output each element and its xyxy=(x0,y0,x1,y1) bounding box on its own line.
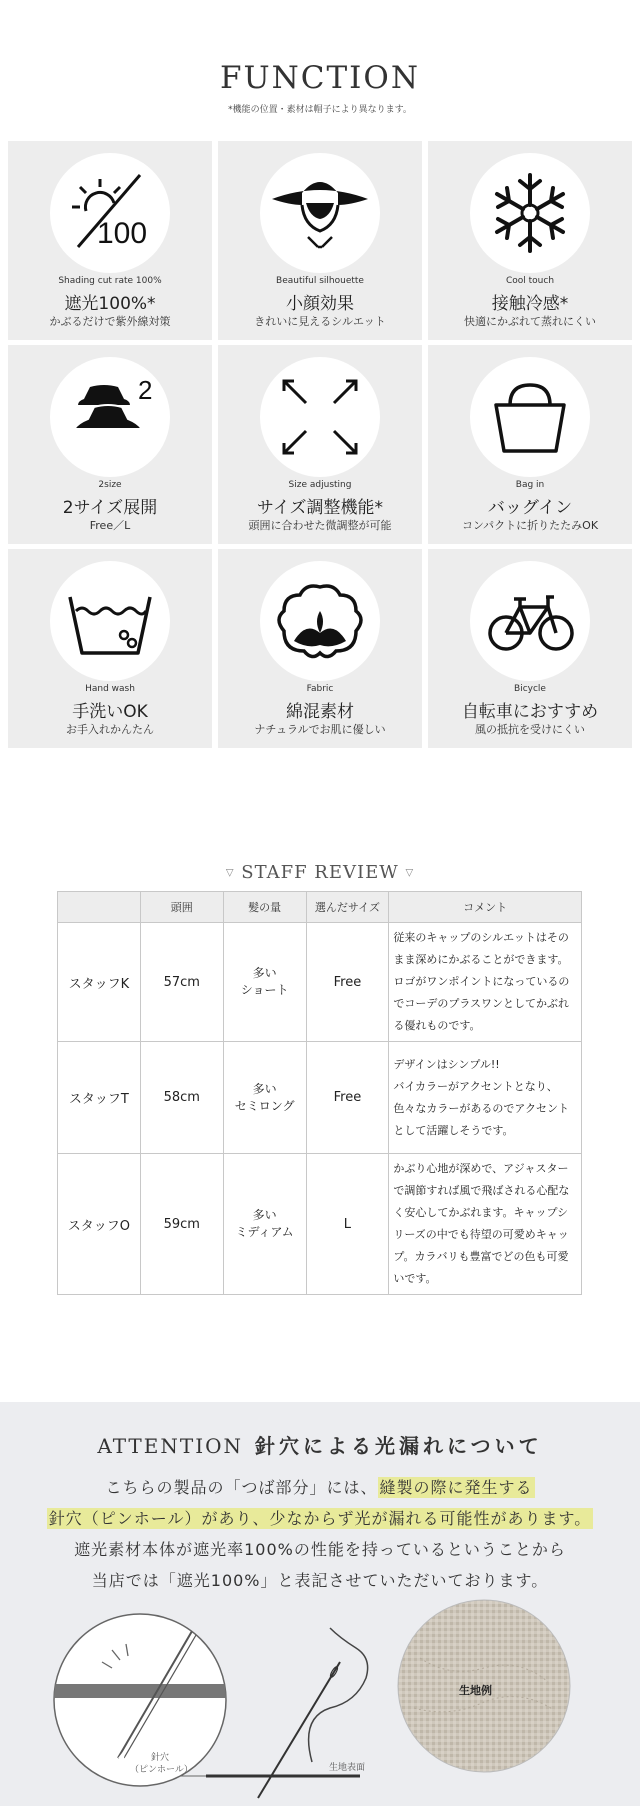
staff-name: スタッフK xyxy=(58,923,141,1042)
pinhole-label-2: （ピンホール） xyxy=(130,1765,193,1775)
function-item-en: Beautiful silhouette xyxy=(276,276,364,286)
pinhole-diagram xyxy=(0,1598,640,1806)
function-item xyxy=(428,345,632,544)
icon-circle xyxy=(470,561,590,681)
function-item-jp: 綿混素材 xyxy=(286,702,354,722)
function-item-jp: 接触冷感* xyxy=(491,294,569,314)
function-item-en: Cool touch xyxy=(505,276,555,286)
function-item xyxy=(8,549,212,748)
hair-amount xyxy=(223,1042,306,1154)
function-item-en: Shading cut rate 100% xyxy=(58,276,162,286)
function-item-sub: お手入れかんたん xyxy=(66,723,154,736)
attention-highlight: 針穴（ピンホール）があり、少なからず光が漏れる可能性があります。 xyxy=(48,1509,592,1528)
function-item-en: 2size xyxy=(98,480,122,490)
icon-circle xyxy=(260,561,380,681)
function-item-en: Size adjusting xyxy=(288,480,352,490)
hair-volume: 多い xyxy=(252,966,277,980)
table-header xyxy=(58,892,141,923)
svg-text:2: 2 xyxy=(138,375,153,405)
cotton-icon xyxy=(260,561,380,681)
function-item-en: Bicycle xyxy=(514,684,546,694)
fabric-example-label: 生地例 xyxy=(459,1684,492,1697)
hair-length: セミロング xyxy=(234,1098,295,1113)
function-item-jp: バッグイン xyxy=(487,498,573,518)
hair-amount xyxy=(223,923,306,1042)
hat-face-icon xyxy=(260,153,380,273)
function-item xyxy=(218,141,422,340)
hair-amount xyxy=(223,1154,306,1295)
function-item-sub: 風の抵抗を受けにくい xyxy=(475,723,585,736)
function-item-sub: ナチュラルでお肌に優しい xyxy=(254,723,386,736)
table-header: 頭囲 xyxy=(140,892,223,923)
function-item-sub: きれいに見えるシルエット xyxy=(254,315,386,328)
icon-circle xyxy=(50,153,170,273)
icon-circle xyxy=(50,561,170,681)
snowflake-icon xyxy=(470,153,590,273)
attention-line: 当店では「遮光100%」と表記させていただいております。 xyxy=(91,1571,549,1590)
function-item-en: Hand wash xyxy=(85,684,135,694)
attention-highlight: 縫製の際に発生する xyxy=(379,1478,533,1497)
table-header: 髪の量 xyxy=(223,892,306,923)
staff-comment: デザインはシンプル!! バイカラーがアクセントとなり、色々なカラーがあるのでアクセントとして活躍しそうです。 xyxy=(389,1042,582,1154)
pinhole-label-1: 針穴 xyxy=(150,1753,169,1763)
attention-line-1a: こちらの製品の「つば部分」には、 xyxy=(105,1478,378,1497)
function-item-jp: サイズ調整機能* xyxy=(256,498,384,518)
hair-volume: 多い xyxy=(252,1081,277,1096)
function-item xyxy=(8,141,212,340)
function-item-jp: 手洗いOK xyxy=(72,702,148,722)
function-grid xyxy=(8,141,632,748)
bag-icon xyxy=(470,357,590,477)
hair-length: ミディアム xyxy=(235,1225,294,1239)
function-item-en: Bag in xyxy=(515,480,545,490)
pinhole-label xyxy=(130,1752,193,1776)
chosen-size: Free xyxy=(306,1042,389,1154)
attention-line xyxy=(0,1472,640,1503)
function-item xyxy=(8,345,212,544)
staff-name: スタッフT xyxy=(58,1042,141,1154)
hand-wash-icon xyxy=(50,561,170,681)
hair-volume: 多い xyxy=(252,1208,277,1222)
function-item-sub: 快適にかぶれて蒸れにくい xyxy=(464,315,596,328)
function-item-sub: コンパクトに折りたたみOK xyxy=(461,519,599,532)
function-item-jp: 自転車におすすめ xyxy=(461,702,599,722)
function-item-sub: かぶるだけで紫外線対策 xyxy=(49,315,171,328)
chosen-size: L xyxy=(306,1154,389,1295)
icon-circle xyxy=(50,357,170,477)
attention-line xyxy=(0,1503,640,1534)
attention-text xyxy=(0,1472,640,1596)
staff-review-title-text: STAFF REVIEW xyxy=(241,862,399,883)
attention-title-en: ATTENTION xyxy=(97,1434,244,1458)
table-header-row xyxy=(58,892,582,923)
function-item-jp: 2サイズ展開 xyxy=(62,498,158,518)
expand-arrows-icon xyxy=(260,357,380,477)
icon-circle xyxy=(470,153,590,273)
head-size: 59cm xyxy=(140,1154,223,1295)
function-item xyxy=(218,549,422,748)
function-item xyxy=(218,345,422,544)
hair-length: ショート xyxy=(240,983,289,997)
table-header: 選んだサイズ xyxy=(306,892,389,923)
chevron-down-icon: ▽ xyxy=(225,867,235,879)
head-size: 57cm xyxy=(140,923,223,1042)
function-item xyxy=(428,549,632,748)
attention-line: 遮光素材本体が遮光率100%の性能を持っているということから xyxy=(74,1540,566,1559)
surface-label: 生地表面 xyxy=(328,1763,365,1773)
sun-100-icon xyxy=(50,153,170,273)
attention-figures xyxy=(0,1598,640,1806)
icon-circle xyxy=(260,357,380,477)
icon-circle xyxy=(260,153,380,273)
function-item-jp: 遮光100%* xyxy=(64,294,156,314)
function-item xyxy=(428,141,632,340)
function-item-en: Fabric xyxy=(306,684,334,694)
table-row xyxy=(58,1154,582,1295)
attention-section xyxy=(0,1402,640,1806)
table-header: コメント xyxy=(389,892,582,923)
two-hats-icon xyxy=(50,357,170,477)
function-header xyxy=(0,60,640,115)
bicycle-icon xyxy=(470,561,590,681)
chevron-down-icon: ▽ xyxy=(405,867,415,879)
table-row xyxy=(58,1042,582,1154)
table-row xyxy=(58,923,582,1042)
chosen-size: Free xyxy=(306,923,389,1042)
staff-review-title xyxy=(0,862,640,883)
function-item-jp: 小顔効果 xyxy=(286,294,354,314)
function-title: FUNCTION xyxy=(220,60,420,96)
svg-text:100: 100 xyxy=(96,217,148,250)
staff-name: スタッフO xyxy=(58,1154,141,1295)
attention-title-jp: 針穴による光漏れについて xyxy=(255,1434,543,1458)
staff-comment: かぶり心地が深めで、アジャスターで調節すれば風で飛ばされる心配なく安心してかぶれます。キャップシリーズの中でも待望の可愛めキャップ。カラバリも豊富でどの色も可愛いです。 xyxy=(389,1154,582,1295)
function-item-sub: 頭囲に合わせた微調整が可能 xyxy=(248,519,392,532)
staff-review-table xyxy=(57,891,582,1295)
staff-comment: 従来のキャップのシルエットはそのまま深めにかぶることができます。ロゴがワンポイントになっているのでコーデのプラスワンとしてかぶれる優れものです。 xyxy=(389,923,582,1042)
icon-circle xyxy=(470,357,590,477)
function-item-sub: Free／L xyxy=(89,519,131,532)
head-size: 58cm xyxy=(140,1042,223,1154)
attention-title xyxy=(0,1430,640,1459)
function-note: *機能の位置・素材は帽子により異なります。 xyxy=(228,105,412,115)
